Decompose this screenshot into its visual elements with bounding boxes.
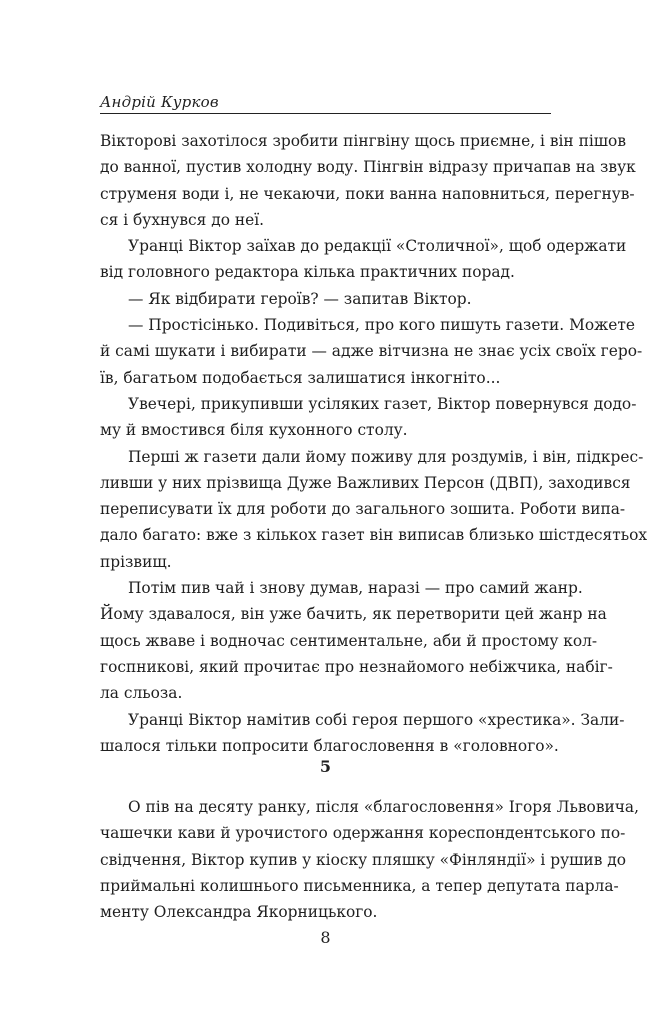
text-line: переписувати їх для роботи до загального зошита. Роботи випа- bbox=[100, 500, 626, 519]
text-line: прізвищ. bbox=[100, 552, 172, 571]
text-line: Перші ж газети дали йому поживу для роздумів, і він, підкрес- bbox=[128, 447, 644, 466]
text-line: ся і бухнувся до неї. bbox=[100, 210, 265, 229]
running-head-author: Андрій Курков bbox=[100, 93, 219, 111]
text-line: свідчення, Віктор купив у кіоску пляшку «Фінляндії» і рушив до bbox=[100, 850, 626, 869]
text-line: Уранці Віктор намітив собі героя першого «хрестика». Зали- bbox=[128, 710, 625, 729]
page-number: 8 bbox=[320, 928, 331, 947]
text-line: шалося тільки попросити благословення в «головного». bbox=[100, 736, 559, 755]
text-line: Вікторові захотілося зробити пінгвіну щось приємне, і він пішов bbox=[100, 132, 626, 150]
text-line: дало багато: вже з кількох газет він виписав близько шістдесятьох bbox=[100, 526, 648, 545]
text-line: Уранці Віктор заїхав до редакції «Столичної», щоб одержати bbox=[128, 237, 627, 256]
text-line: му й вмостився біля кухонного столу. bbox=[100, 421, 408, 440]
text-line: Йому здавалося, він уже бачить, як перетворити цей жанр на bbox=[100, 605, 607, 624]
text-line: їв, багатьом подобається залишатися інкогніто... bbox=[100, 368, 501, 387]
text-line: Потім пив чай і знову думав, наразі — про самий жанр. bbox=[128, 579, 583, 598]
text-line: ливши у них прізвища Дуже Важливих Персон (ДВП), заходився bbox=[100, 473, 631, 492]
text-line: до ванної, пустив холодну воду. Пінгвін відразу причапав на звук bbox=[100, 158, 636, 177]
text-line: чашечки кави й урочистого одержання кореспондентського по- bbox=[100, 824, 626, 843]
text-line: щось жваве і водночас сентиментальне, аби й простому кол- bbox=[100, 631, 598, 650]
text-line: від головного редактора кілька практичних порад. bbox=[100, 263, 515, 282]
text-line: менту Олександра Якорницького. bbox=[100, 903, 378, 922]
text-line: приймальні колишнього письменника, а тепер депутата парла- bbox=[100, 876, 619, 895]
text-line: госпникові, який прочитає про незнайомого небіжчика, набіг- bbox=[100, 657, 613, 676]
chapter-number: 5 bbox=[319, 757, 332, 776]
text-line: — Простісінько. Подивіться, про кого пишуть газети. Можете bbox=[128, 316, 635, 335]
text-line: Увечері, прикупивши усіляких газет, Віктор повернувся додо- bbox=[128, 394, 637, 413]
text-body-chapter-5 bbox=[100, 794, 639, 925]
text-line: й самі шукати і вибирати — адже вітчизна не знає усіх своїх геро- bbox=[100, 342, 643, 361]
header-rule bbox=[100, 113, 551, 114]
text-line: О пів на десяту ранку, після «благословення» Ігоря Львовича, bbox=[128, 798, 639, 816]
text-line: — Як відбирати героїв? — запитав Віктор. bbox=[128, 289, 472, 308]
text-line: ла сльоза. bbox=[100, 684, 183, 703]
text-body bbox=[100, 128, 648, 759]
text-line: струменя води і, не чекаючи, поки ванна наповниться, перегнув- bbox=[100, 184, 635, 203]
